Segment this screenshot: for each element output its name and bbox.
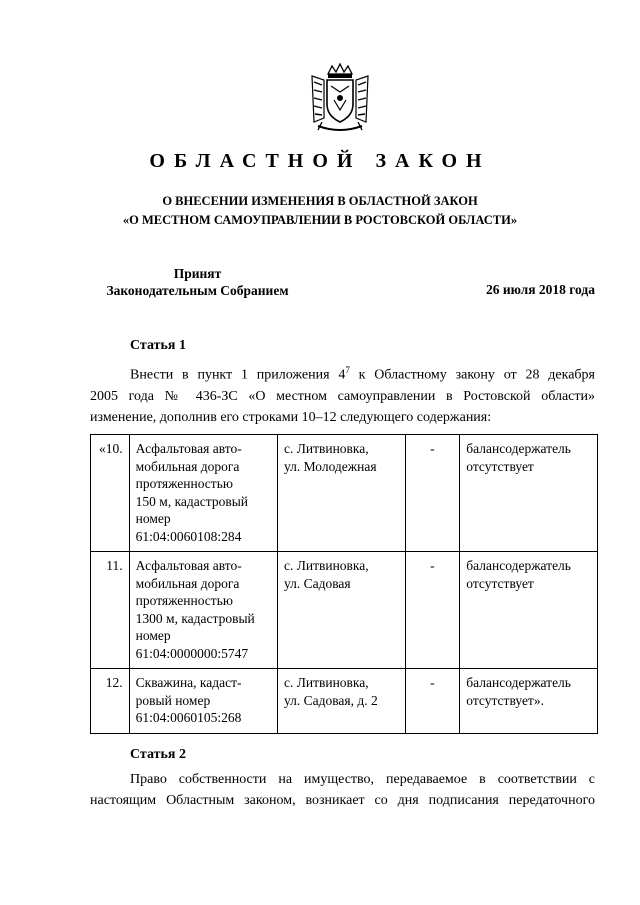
table-row bbox=[91, 435, 598, 552]
address-cell bbox=[277, 435, 405, 552]
adoption-block bbox=[90, 265, 305, 299]
adoption-line-1: Принят bbox=[173, 266, 222, 281]
address-line: ул. Садовая bbox=[283, 575, 351, 591]
holder-cell bbox=[460, 669, 598, 734]
dash-cell: - bbox=[405, 669, 460, 734]
object-name-line: 1300 м, кадастровый bbox=[135, 610, 255, 626]
row-number: 11. bbox=[91, 552, 130, 669]
object-name-line: ровый номер bbox=[135, 692, 211, 708]
object-name-line: Скважина, кадаст- bbox=[135, 675, 242, 690]
object-name-line: протяженностью bbox=[135, 476, 233, 491]
object-name-cell bbox=[129, 669, 277, 734]
article-1-heading: Статья 1 bbox=[130, 338, 186, 353]
document-subtitle-line-2: «О МЕСТНОМ САМОУПРАВЛЕНИИ В РОСТОВСКОЙ ОБЛАСТИ» bbox=[122, 213, 518, 227]
object-name-line: номер bbox=[135, 511, 171, 526]
holder-line: балансодержатель bbox=[466, 675, 571, 690]
address-line: с. Литвиновка, bbox=[283, 675, 369, 690]
address-line: ул. Садовая, д. 2 bbox=[283, 692, 378, 708]
object-name-line: 61:04:0000000:5747 bbox=[135, 645, 249, 661]
article-1-line-3: изменение, дополнив его строками 10–12 следующего содержания: bbox=[90, 409, 492, 425]
object-name-line: мобильная дорога bbox=[135, 575, 240, 591]
article-2-line-2: настоящим Областным законом, возникает со дня подписания передаточного bbox=[90, 793, 595, 808]
article-1-line-1b: к Областному закону от 28 декабря bbox=[349, 367, 595, 383]
object-name-line: Асфальтовая авто- bbox=[135, 441, 242, 456]
holder-line: отсутствует bbox=[466, 575, 534, 591]
row-number: 12. bbox=[91, 669, 130, 734]
object-name-line: 61:04:0060105:268 bbox=[135, 710, 242, 725]
address-line: с. Литвиновка, bbox=[283, 441, 369, 456]
property-table bbox=[90, 434, 598, 734]
object-name-line: протяженностью bbox=[135, 593, 233, 608]
article-2-heading: Статья 2 bbox=[130, 747, 186, 762]
object-name-line: мобильная дорога bbox=[135, 458, 240, 474]
superscript: 7 bbox=[345, 365, 350, 375]
row-number: «10. bbox=[91, 435, 130, 552]
document-title: ОБЛАСТНОЙ ЗАКОН bbox=[149, 150, 491, 172]
holder-cell bbox=[460, 552, 598, 669]
object-name-line: Асфальтовая авто- bbox=[135, 558, 242, 573]
table-row bbox=[91, 669, 598, 734]
holder-cell bbox=[460, 435, 598, 552]
adoption-date: 26 июля 2018 года bbox=[486, 282, 595, 297]
rostov-oblast-coat-of-arms-icon bbox=[300, 60, 380, 140]
table-row bbox=[91, 552, 598, 669]
address-line: с. Литвиновка, bbox=[283, 558, 369, 573]
holder-line: балансодержатель bbox=[466, 441, 571, 456]
article-2-paragraph bbox=[90, 769, 595, 811]
address-cell bbox=[277, 669, 405, 734]
address-line: ул. Молодежная bbox=[283, 458, 377, 474]
document-subtitle-line-1: О ВНЕСЕНИИ ИЗМЕНЕНИЯ В ОБЛАСТНОЙ ЗАКОН bbox=[162, 194, 478, 208]
article-1-line-1 bbox=[90, 360, 595, 386]
holder-line: балансодержатель bbox=[466, 558, 571, 573]
article-1-line-1a: Внести в пункт 1 приложения 4 bbox=[130, 367, 346, 383]
holder-line: отсутствует». bbox=[466, 692, 544, 708]
article-1-line-2: 2005 года № 436-ЗС «О местном самоуправлении в Ростовской области» bbox=[90, 388, 595, 404]
object-name-line: 150 м, кадастровый bbox=[135, 493, 249, 509]
object-name-line: 61:04:0060108:284 bbox=[135, 528, 242, 544]
address-cell bbox=[277, 552, 405, 669]
article-1-paragraph bbox=[90, 360, 595, 428]
article-2-line-1: Право собственности на имущество, передаваемое в соответствии с bbox=[130, 772, 595, 787]
holder-line: отсутствует bbox=[466, 458, 534, 474]
object-name-cell bbox=[129, 552, 277, 669]
adoption-line-2: Законодательным Собранием bbox=[106, 283, 289, 298]
object-name-cell bbox=[129, 435, 277, 552]
dash-cell: - bbox=[405, 435, 460, 552]
dash-cell: - bbox=[405, 552, 460, 669]
object-name-line: номер bbox=[135, 628, 171, 643]
